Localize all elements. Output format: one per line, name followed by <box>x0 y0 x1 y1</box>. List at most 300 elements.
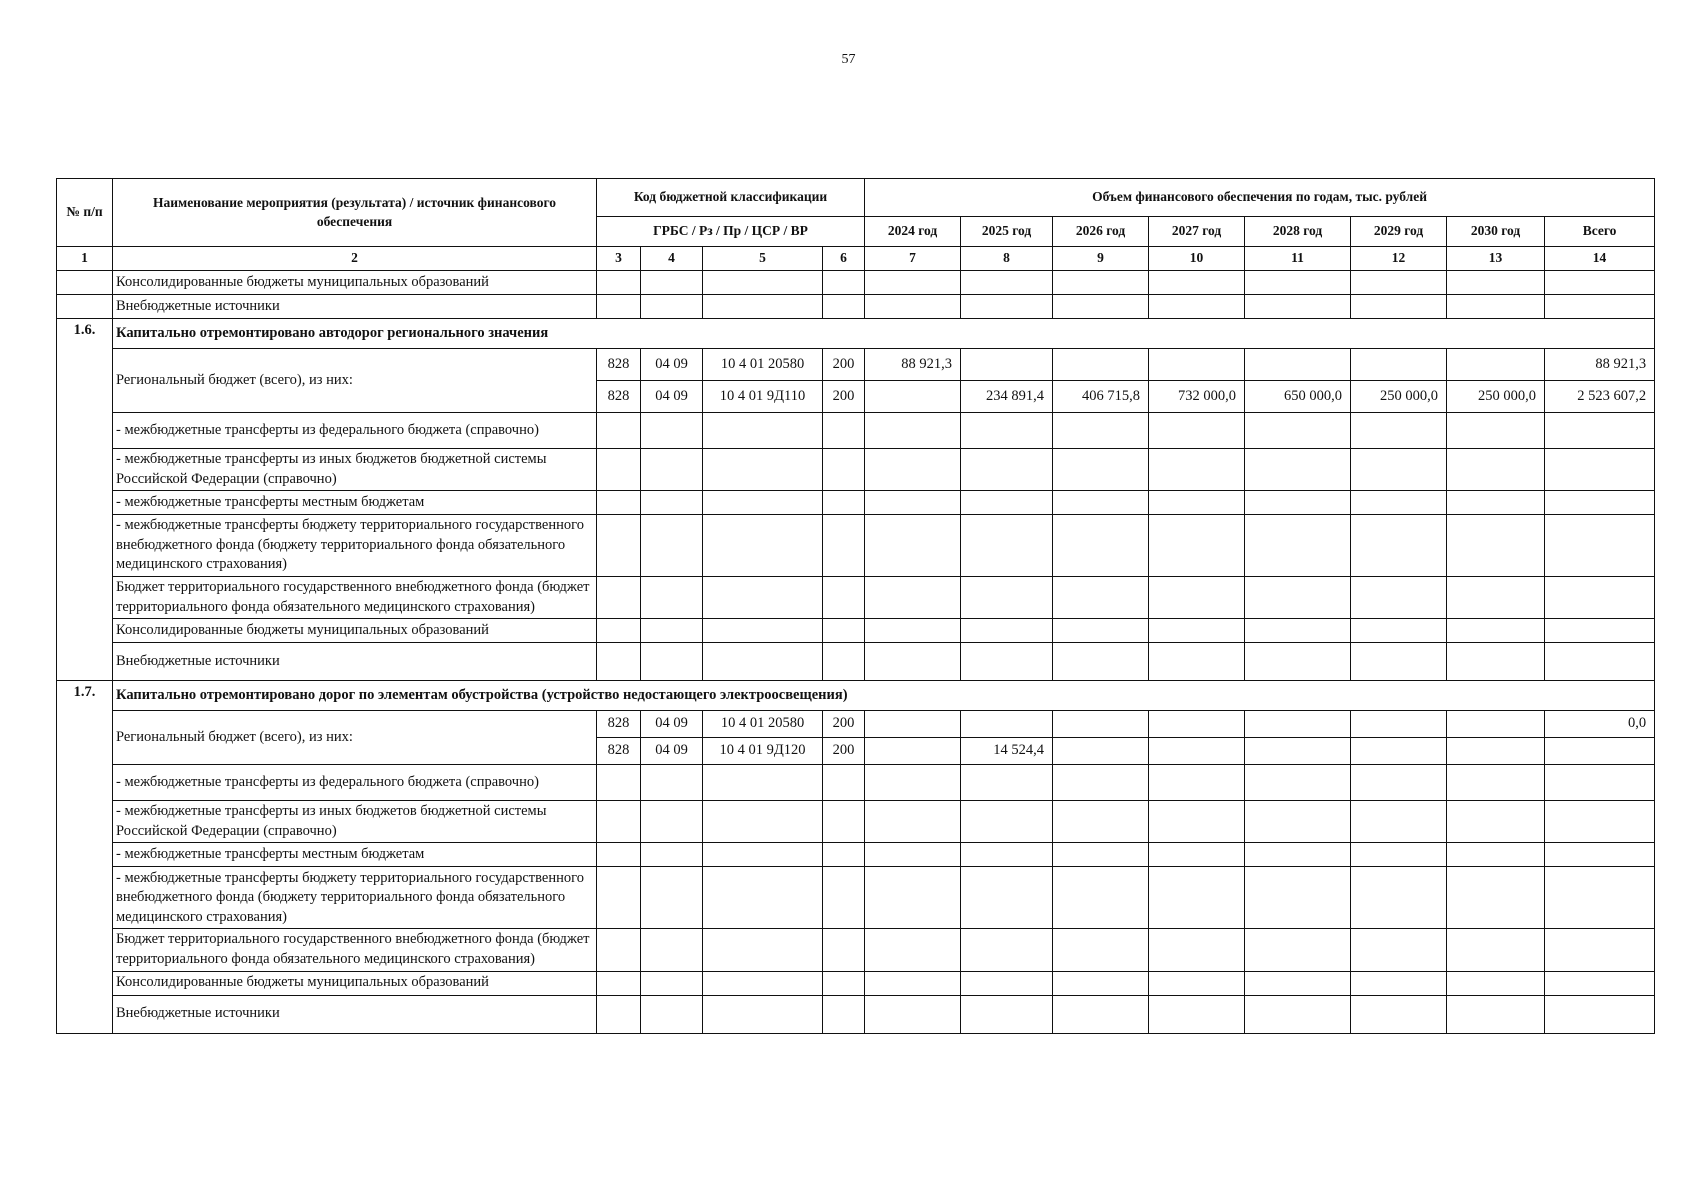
empty-cell <box>703 643 823 681</box>
table-row <box>57 801 1655 843</box>
regional-budget-label: Региональный бюджет (всего), из них: <box>113 711 597 765</box>
empty-cell <box>1149 271 1245 295</box>
col-number: 9 <box>1053 247 1149 271</box>
section-title: Капитально отремонтировано автодорог регионального значения <box>113 319 1655 349</box>
empty-cell <box>823 271 865 295</box>
empty-cell <box>703 295 823 319</box>
header-year: 2027 год <box>1149 217 1245 247</box>
code-vr: 200 <box>823 381 865 413</box>
empty-cell <box>1053 515 1149 577</box>
col-number: 13 <box>1447 247 1545 271</box>
code-rzpr: 04 09 <box>641 738 703 765</box>
empty-cell <box>1149 295 1245 319</box>
empty-cell <box>641 643 703 681</box>
empty-cell <box>823 643 865 681</box>
empty-cell <box>1245 765 1351 801</box>
empty-cell <box>1053 801 1149 843</box>
year-value: 406 715,8 <box>1053 381 1149 413</box>
empty-cell <box>961 413 1053 449</box>
empty-cell <box>1447 995 1545 1033</box>
empty-cell <box>597 413 641 449</box>
empty-cell <box>1149 515 1245 577</box>
empty-cell <box>597 995 641 1033</box>
total-value: 2 523 607,2 <box>1545 381 1655 413</box>
year-value <box>1351 738 1447 765</box>
col-number: 10 <box>1149 247 1245 271</box>
code-rzpr: 04 09 <box>641 711 703 738</box>
empty-cell <box>1053 995 1149 1033</box>
col-number: 12 <box>1351 247 1447 271</box>
empty-cell <box>1351 929 1447 971</box>
empty-cell <box>865 413 961 449</box>
empty-cell <box>597 765 641 801</box>
empty-cell <box>823 867 865 929</box>
empty-cell <box>1053 491 1149 515</box>
total-value: 88 921,3 <box>1545 349 1655 381</box>
empty-cell <box>1149 577 1245 619</box>
empty-cell <box>1545 843 1655 867</box>
empty-cell <box>641 271 703 295</box>
empty-cell <box>1545 295 1655 319</box>
header-total: Всего <box>1545 217 1655 247</box>
header-year: 2028 год <box>1245 217 1351 247</box>
empty-cell <box>865 515 961 577</box>
empty-cell <box>641 577 703 619</box>
row-label: Консолидированные бюджеты муниципальных образований <box>113 971 597 995</box>
code-csr: 10 4 01 9Д120 <box>703 738 823 765</box>
empty-cell <box>1149 491 1245 515</box>
col-number: 8 <box>961 247 1053 271</box>
empty-cell <box>1245 843 1351 867</box>
empty-cell <box>1053 271 1149 295</box>
year-value: 250 000,0 <box>1351 381 1447 413</box>
empty-cell <box>597 577 641 619</box>
empty-cell <box>1545 995 1655 1033</box>
col-number: 1 <box>57 247 113 271</box>
empty-cell <box>1149 971 1245 995</box>
row-label: - межбюджетные трансферты из федерального бюджета (справочно) <box>113 765 597 801</box>
empty-cell <box>597 271 641 295</box>
empty-cell <box>1351 449 1447 491</box>
empty-cell <box>1545 449 1655 491</box>
empty-cell <box>1545 643 1655 681</box>
row-label: Консолидированные бюджеты муниципальных образований <box>113 619 597 643</box>
empty-cell <box>1447 801 1545 843</box>
code-vr: 200 <box>823 738 865 765</box>
row-label: Внебюджетные источники <box>113 295 597 319</box>
empty-cell <box>1545 867 1655 929</box>
empty-cell <box>703 271 823 295</box>
empty-cell <box>597 867 641 929</box>
row-label: - межбюджетные трансферты местным бюджетам <box>113 843 597 867</box>
empty-cell <box>641 295 703 319</box>
empty-cell <box>961 843 1053 867</box>
empty-cell <box>1245 995 1351 1033</box>
row-number-cell <box>57 295 113 319</box>
empty-cell <box>823 843 865 867</box>
empty-cell <box>961 995 1053 1033</box>
table-row <box>57 765 1655 801</box>
empty-cell <box>865 271 961 295</box>
row-label: - межбюджетные трансферты бюджету территориального государственного внебюджетного фонда (бюджету территориального фонда обязательного медицинского страхования) <box>113 515 597 577</box>
code-csr: 10 4 01 20580 <box>703 349 823 381</box>
empty-cell <box>1245 619 1351 643</box>
empty-cell <box>1245 295 1351 319</box>
year-value <box>1245 738 1351 765</box>
empty-cell <box>961 643 1053 681</box>
table-row <box>57 271 1655 295</box>
empty-cell <box>641 995 703 1033</box>
empty-cell <box>961 271 1053 295</box>
year-value <box>865 381 961 413</box>
row-label: Внебюджетные источники <box>113 995 597 1033</box>
empty-cell <box>961 971 1053 995</box>
header-code-group: Код бюджетной классификации <box>597 179 865 217</box>
page-number: 57 <box>841 52 856 67</box>
table-row <box>57 449 1655 491</box>
empty-cell <box>1447 449 1545 491</box>
empty-cell <box>703 413 823 449</box>
empty-cell <box>703 867 823 929</box>
code-grbs: 828 <box>597 738 641 765</box>
empty-cell <box>1447 765 1545 801</box>
empty-cell <box>1053 413 1149 449</box>
empty-cell <box>1447 295 1545 319</box>
row-label: - межбюджетные трансферты бюджету территориального государственного внебюджетного фонда (бюджету территориального фонда обязательного медицинского страхования) <box>113 867 597 929</box>
empty-cell <box>597 295 641 319</box>
empty-cell <box>703 619 823 643</box>
header-no: № п/п <box>57 179 113 247</box>
empty-cell <box>1245 449 1351 491</box>
empty-cell <box>1545 619 1655 643</box>
empty-cell <box>865 801 961 843</box>
row-label: Бюджет территориального государственного внебюджетного фонда (бюджет территориального фонда обязательного медицинского страхования) <box>113 929 597 971</box>
code-csr: 10 4 01 20580 <box>703 711 823 738</box>
row-label: Внебюджетные источники <box>113 643 597 681</box>
year-value <box>1447 738 1545 765</box>
header-name: Наименование мероприятия (результата) / источник финансового обеспечения <box>113 179 597 247</box>
empty-cell <box>597 619 641 643</box>
empty-cell <box>1053 765 1149 801</box>
code-rzpr: 04 09 <box>641 349 703 381</box>
col-number: 11 <box>1245 247 1351 271</box>
empty-cell <box>703 843 823 867</box>
empty-cell <box>961 449 1053 491</box>
empty-cell <box>703 995 823 1033</box>
col-number: 6 <box>823 247 865 271</box>
row-label: - межбюджетные трансферты из иных бюджетов бюджетной системы Российской Федерации (справочно) <box>113 449 597 491</box>
empty-cell <box>1245 867 1351 929</box>
code-csr: 10 4 01 9Д110 <box>703 381 823 413</box>
total-value: 0,0 <box>1545 711 1655 738</box>
empty-cell <box>597 515 641 577</box>
empty-cell <box>1053 619 1149 643</box>
empty-cell <box>1447 971 1545 995</box>
empty-cell <box>703 515 823 577</box>
empty-cell <box>1149 619 1245 643</box>
empty-cell <box>1149 867 1245 929</box>
empty-cell <box>961 765 1053 801</box>
empty-cell <box>703 929 823 971</box>
empty-cell <box>961 515 1053 577</box>
year-value <box>1053 349 1149 381</box>
empty-cell <box>1351 843 1447 867</box>
empty-cell <box>1447 577 1545 619</box>
empty-cell <box>641 843 703 867</box>
empty-cell <box>1351 271 1447 295</box>
year-value: 88 921,3 <box>865 349 961 381</box>
empty-cell <box>703 971 823 995</box>
empty-cell <box>823 413 865 449</box>
table-row <box>57 995 1655 1033</box>
empty-cell <box>1351 577 1447 619</box>
empty-cell <box>823 801 865 843</box>
year-value: 250 000,0 <box>1447 381 1545 413</box>
empty-cell <box>1149 843 1245 867</box>
empty-cell <box>641 515 703 577</box>
year-value <box>1053 711 1149 738</box>
empty-cell <box>865 577 961 619</box>
table-row <box>57 929 1655 971</box>
empty-cell <box>641 491 703 515</box>
row-label: Консолидированные бюджеты муниципальных образований <box>113 271 597 295</box>
empty-cell <box>823 577 865 619</box>
empty-cell <box>597 971 641 995</box>
empty-cell <box>865 995 961 1033</box>
year-value <box>1245 349 1351 381</box>
section-title-row <box>57 681 1655 711</box>
header-code-sub: ГРБС / Рз / Пр / ЦСР / ВР <box>597 217 865 247</box>
header-year: 2026 год <box>1053 217 1149 247</box>
table-row <box>57 843 1655 867</box>
code-vr: 200 <box>823 711 865 738</box>
empty-cell <box>1245 971 1351 995</box>
empty-cell <box>865 765 961 801</box>
empty-cell <box>1149 801 1245 843</box>
col-number: 14 <box>1545 247 1655 271</box>
empty-cell <box>1053 971 1149 995</box>
empty-cell <box>961 867 1053 929</box>
financing-table <box>56 178 1655 1034</box>
empty-cell <box>1351 491 1447 515</box>
section-title-row <box>57 319 1655 349</box>
empty-cell <box>1351 413 1447 449</box>
empty-cell <box>1053 929 1149 971</box>
year-value: 650 000,0 <box>1245 381 1351 413</box>
regional-budget-label: Региональный бюджет (всего), из них: <box>113 349 597 413</box>
empty-cell <box>865 295 961 319</box>
empty-cell <box>1053 577 1149 619</box>
empty-cell <box>1053 643 1149 681</box>
empty-cell <box>1545 765 1655 801</box>
table-row <box>57 577 1655 619</box>
empty-cell <box>961 801 1053 843</box>
header-year: 2029 год <box>1351 217 1447 247</box>
empty-cell <box>1545 929 1655 971</box>
empty-cell <box>1447 867 1545 929</box>
col-number: 2 <box>113 247 597 271</box>
year-value: 732 000,0 <box>1149 381 1245 413</box>
row-label: - межбюджетные трансферты из федерального бюджета (справочно) <box>113 413 597 449</box>
empty-cell <box>1245 271 1351 295</box>
empty-cell <box>865 643 961 681</box>
table-row <box>57 295 1655 319</box>
empty-cell <box>1545 491 1655 515</box>
section-title: Капитально отремонтировано дорог по элементам обустройства (устройство недостающего электроосвещения) <box>113 681 1655 711</box>
code-grbs: 828 <box>597 711 641 738</box>
empty-cell <box>597 449 641 491</box>
empty-cell <box>641 867 703 929</box>
table-row <box>57 643 1655 681</box>
empty-cell <box>865 867 961 929</box>
empty-cell <box>1351 867 1447 929</box>
empty-cell <box>703 491 823 515</box>
empty-cell <box>1245 413 1351 449</box>
empty-cell <box>641 801 703 843</box>
year-value <box>1351 711 1447 738</box>
row-label: Бюджет территориального государственного внебюджетного фонда (бюджет территориального фонда обязательного медицинского страхования) <box>113 577 597 619</box>
year-value <box>1149 349 1245 381</box>
empty-cell <box>1149 995 1245 1033</box>
empty-cell <box>1053 843 1149 867</box>
empty-cell <box>1351 643 1447 681</box>
empty-cell <box>641 929 703 971</box>
year-value <box>1149 738 1245 765</box>
empty-cell <box>597 843 641 867</box>
code-grbs: 828 <box>597 381 641 413</box>
empty-cell <box>1053 867 1149 929</box>
year-value <box>1351 349 1447 381</box>
header-year: 2024 год <box>865 217 961 247</box>
year-value <box>865 711 961 738</box>
empty-cell <box>703 765 823 801</box>
header-year: 2030 год <box>1447 217 1545 247</box>
row-label: - межбюджетные трансферты из иных бюджетов бюджетной системы Российской Федерации (справочно) <box>113 801 597 843</box>
empty-cell <box>823 491 865 515</box>
empty-cell <box>1351 995 1447 1033</box>
empty-cell <box>1245 643 1351 681</box>
empty-cell <box>961 619 1053 643</box>
budget-code-row <box>57 711 1655 738</box>
empty-cell <box>823 515 865 577</box>
empty-cell <box>1245 929 1351 971</box>
empty-cell <box>865 619 961 643</box>
empty-cell <box>1545 801 1655 843</box>
row-number-cell <box>57 271 113 295</box>
empty-cell <box>961 295 1053 319</box>
empty-cell <box>1149 449 1245 491</box>
table-row <box>57 971 1655 995</box>
empty-cell <box>823 295 865 319</box>
table-row <box>57 515 1655 577</box>
header-volume-group: Объем финансового обеспечения по годам, тыс. рублей <box>865 179 1655 217</box>
empty-cell <box>703 577 823 619</box>
empty-cell <box>1545 271 1655 295</box>
empty-cell <box>1545 515 1655 577</box>
col-number: 3 <box>597 247 641 271</box>
empty-cell <box>823 971 865 995</box>
empty-cell <box>1245 515 1351 577</box>
table-row <box>57 413 1655 449</box>
empty-cell <box>1149 643 1245 681</box>
year-value <box>1149 711 1245 738</box>
empty-cell <box>961 491 1053 515</box>
year-value <box>1447 711 1545 738</box>
total-value <box>1545 738 1655 765</box>
empty-cell <box>1351 765 1447 801</box>
empty-cell <box>823 449 865 491</box>
empty-cell <box>597 929 641 971</box>
section-number: 1.7. <box>57 681 113 1033</box>
year-value <box>961 711 1053 738</box>
table-row <box>57 619 1655 643</box>
empty-cell <box>1545 971 1655 995</box>
empty-cell <box>641 971 703 995</box>
empty-cell <box>641 765 703 801</box>
col-number: 7 <box>865 247 961 271</box>
empty-cell <box>597 801 641 843</box>
empty-cell <box>823 619 865 643</box>
empty-cell <box>1447 643 1545 681</box>
empty-cell <box>1351 515 1447 577</box>
empty-cell <box>641 413 703 449</box>
year-value <box>1447 349 1545 381</box>
empty-cell <box>1053 295 1149 319</box>
empty-cell <box>1053 449 1149 491</box>
empty-cell <box>1447 271 1545 295</box>
empty-cell <box>961 577 1053 619</box>
empty-cell <box>1447 929 1545 971</box>
year-value: 14 524,4 <box>961 738 1053 765</box>
empty-cell <box>703 801 823 843</box>
column-number-row <box>57 247 1655 271</box>
empty-cell <box>865 971 961 995</box>
code-grbs: 828 <box>597 349 641 381</box>
empty-cell <box>641 449 703 491</box>
empty-cell <box>1245 577 1351 619</box>
empty-cell <box>1545 413 1655 449</box>
empty-cell <box>1149 929 1245 971</box>
empty-cell <box>597 643 641 681</box>
empty-cell <box>823 765 865 801</box>
empty-cell <box>961 929 1053 971</box>
col-number: 4 <box>641 247 703 271</box>
empty-cell <box>1447 515 1545 577</box>
empty-cell <box>865 491 961 515</box>
empty-cell <box>1447 491 1545 515</box>
year-value <box>1245 711 1351 738</box>
empty-cell <box>703 449 823 491</box>
table-header <box>57 179 1655 271</box>
empty-cell <box>1447 413 1545 449</box>
empty-cell <box>1245 801 1351 843</box>
section-number: 1.6. <box>57 319 113 681</box>
year-value <box>1053 738 1149 765</box>
year-value: 234 891,4 <box>961 381 1053 413</box>
empty-cell <box>865 449 961 491</box>
empty-cell <box>1545 577 1655 619</box>
empty-cell <box>823 995 865 1033</box>
empty-cell <box>641 619 703 643</box>
year-value <box>865 738 961 765</box>
code-vr: 200 <box>823 349 865 381</box>
col-number: 5 <box>703 247 823 271</box>
row-label: - межбюджетные трансферты местным бюджетам <box>113 491 597 515</box>
empty-cell <box>1351 619 1447 643</box>
empty-cell <box>823 929 865 971</box>
table-body <box>57 271 1655 1034</box>
empty-cell <box>865 929 961 971</box>
